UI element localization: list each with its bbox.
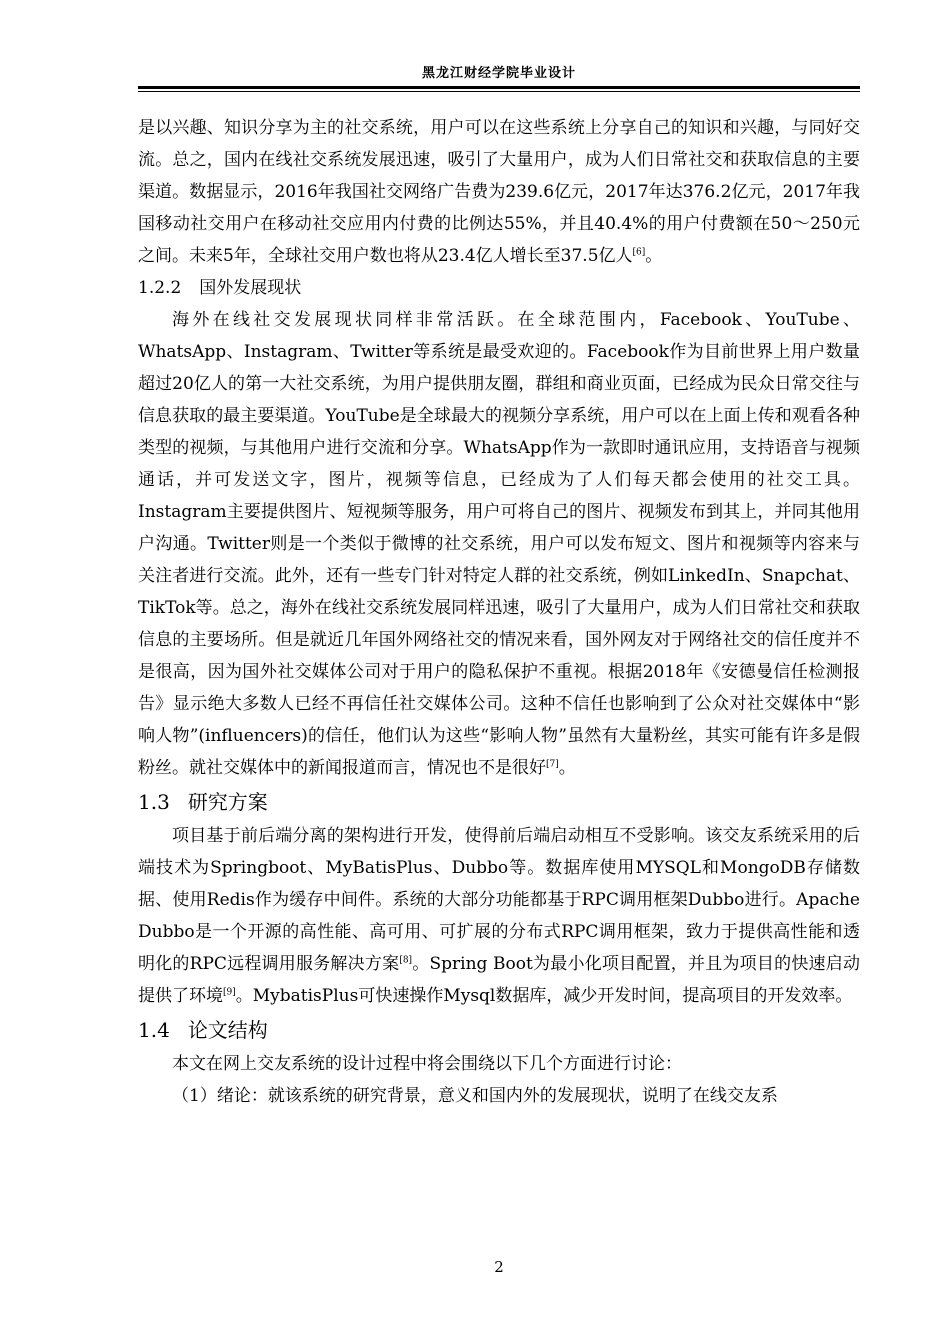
section-number: 1.3 [138,790,170,814]
header-rule-thin [138,91,860,92]
header-rule-thick [138,86,860,89]
paragraph-overseas [138,304,860,784]
citation-ref: [7] [546,759,559,770]
section-heading-1-3 [138,784,860,820]
section-number: 1.4 [138,1018,170,1042]
paragraph-text: 海外在线社交发展现状同样非常活跃。在全球范围内，Facebook、YouTube、WhatsApp、Instagram、Twitter等系统是最受欢迎的。Facebook作为目前世界上用户数量超过20亿人的第一大社交系统，为用户提供朋友圈，群组和商业页面，已经成为民众日常交往与信息获取的最主要渠道。YouTube是全球最大的视频分享系统，用户可以在上面上传和观看各种类型的视频，与其他用户进行交流和分享。WhatsApp作为一款即时通讯应用，支持语音与视频通话，并可发送文字，图片，视频等信息，已经成为了人们每天都会使用的社交工具。Instagram主要提供图片、短视频等服务，用户可将自己的图片、视频发布到其上，并同其他用户沟通。Twitter则是一个类似于微博的社交系统，用户可以发布短文、图片和视频等内容来与关注者进行交流。此外，还有一些专门针对特定人群的社交系统，例如LinkedIn、Snapchat、TikTok等。总之，海外在线社交系统发展同样迅速，吸引了大量用户，成为人们日常社交和获取信息的主要场所。但是就近几年国外网络社交的情况来看，国外网友对于网络社交的信任度并不是很高，因为国外社交媒体公司对于用户的隐私保护不重视。根据2018年《安德曼信任检测报告》显示绝大多数人已经不再信任社交媒体公司。这种不信任也影响到了公众对社交媒体中“影响人物”(influencers)的信任，他们认为这些“影响人物”虽然有大量粉丝，其实可能有许多是假粉丝。就社交媒体中的新闻报道而言，情况也不是很好 [138,310,860,778]
paragraph-structure-intro: 本文在网上交友系统的设计过程中将会围绕以下几个方面进行讨论： [172,1054,682,1074]
paragraph-research-plan [138,820,860,1012]
paragraph-text: 是以兴趣、知识分享为主的社交系统，用户可以在这些系统上分享自己的知识和兴趣，与同好交流。总之，国内在线社交系统发展迅速，吸引了大量用户，成为人们日常社交和获取信息的主要渠道。数据显示，2016年我国社交网络广告费为239.6亿元，2017年达376.2亿元，2017年我国移动社交用户在移动社交应用内付费的比例达55%，并且40.4%的用户付费额在50～250元之间。未来5年，全球社交用户数也将从23.4亿人增长至37.5亿人 [138,118,860,266]
paragraph-domestic-summary [138,112,860,272]
section-title: 论文结构 [187,1018,268,1042]
section-title: 研究方案 [187,790,268,814]
citation-ref: [9] [223,987,236,998]
citation-ref: [8] [399,955,413,966]
section-title: 国外发展现状 [199,278,302,298]
paragraph-structure-item-1: （1）绪论：就该系统的研究背景，意义和国内外的发展现状，说明了在线交友系 [172,1086,778,1106]
paragraph-end: 。 [558,758,576,778]
section-heading-1-2-2 [138,272,860,304]
paragraph-end: 。 [645,246,663,266]
section-heading-1-4 [138,1012,860,1048]
page-number: 2 [494,1258,504,1276]
section-number: 1.2.2 [138,278,182,298]
paragraph-text: 。Spring Boot为最小化项目配置，并且为项目的快速启动提供了环境 [138,954,860,1006]
paragraph-text: 。MybatisPlus可快速操作Mysql数据库，减少开发时间，提高项目的开发效率。 [235,986,853,1006]
paragraph-text: 项目基于前后端分离的架构进行开发，使得前后端启动相互不受影响。该交友系统采用的后端技术为Springboot、MyBatisPlus、Dubbo等。数据库使用MYSQL和MongoDB存储数据、使用Redis作为缓存中间件。系统的大部分功能都基于RPC调用框架Dubbo进行。Apache Dubbo是一个开源的高性能、高可用、可扩展的分布式RPC调用框架，致力于提供高性能和透明化的RPC远程调用服务解决方案 [138,826,860,974]
page-header-title: 黑龙江财经学院毕业设计 [421,66,576,81]
citation-ref: [6] [632,247,646,258]
page-body [138,112,860,1112]
